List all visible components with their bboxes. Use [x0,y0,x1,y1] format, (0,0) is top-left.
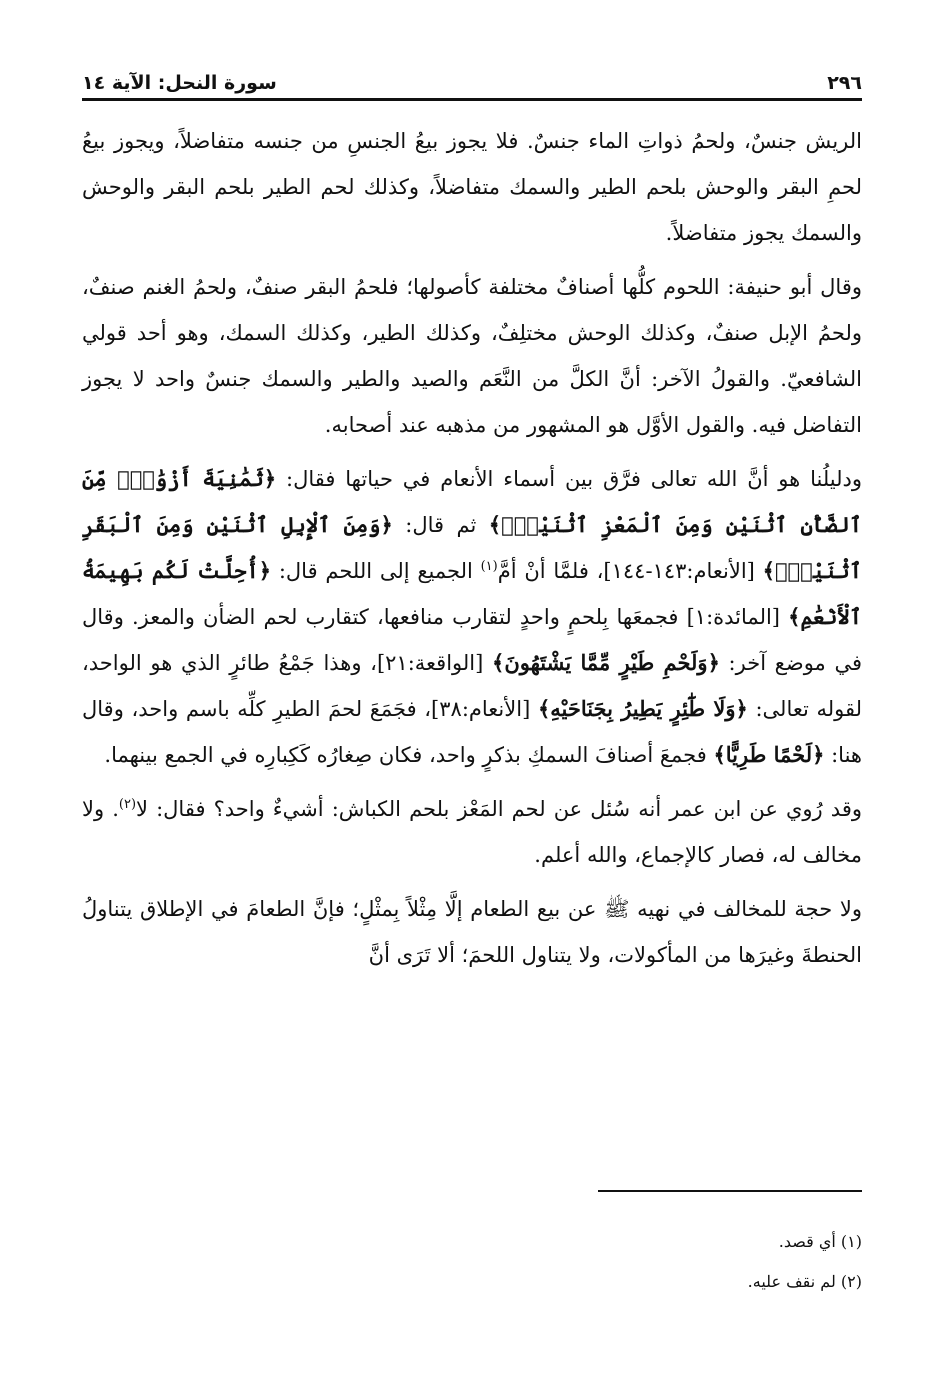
footnote-text: لم نقف عليه. [747,1272,836,1291]
quran-quote: ﴿أُحِلَّتْ لَكُم بَهِيمَةُ ٱلْأَنْعَٰمِ﴾ [82,558,862,629]
quran-quote: ﴿ثَمَٰنِيَةَ أَزْوَٰجٍۖ مِّنَ ٱلضَّأْنِ ٱثْنَيْنِ وَمِنَ ٱلْمَعْزِ ٱثْنَيْنِۗ﴾ [82,466,862,537]
footnote-number: (١) [840,1232,862,1251]
header-divider [82,98,862,101]
footnote-divider [598,1190,862,1192]
footnote-1 [82,1222,862,1262]
paragraph-4 [82,786,862,878]
paragraph-text: [المائدة:١] فجمعَها بِلحمٍ واحدٍ لتقارب منافعها، كتقارب لحم الضأن والمعز. وقال في موضع آخر: [82,605,862,675]
paragraph-3 [82,456,862,778]
quran-quote: ﴿لَحْمًا طَرِيًّا﴾ [713,742,825,767]
paragraph-text: [الأنعام:٣٨]، فجَمَعَ لحمَ الطيرِ كلِّه باسم واحد، وقال هنا: [82,697,862,767]
footnote-ref: (١) [480,559,498,574]
footnote-2 [82,1262,862,1302]
paragraph-text: ثم قال: [405,513,477,537]
paragraph-text: فجمعَ أصنافَ السمكِ بذكرٍ واحد، فكان صِغارُه كَكِبارِه في الجمع بينهما. [104,743,707,767]
paragraph-text: الجميع إلى اللحم قال: [278,559,473,583]
running-title: سورة النحل: الآية ١٤ [82,72,277,94]
footnotes [82,1222,862,1302]
paragraph-2: وقال أبو حنيفة: اللحوم كلُّها أصنافٌ مختلفة كأصولها؛ فلحمُ البقر صنفٌ، ولحمُ الغنم صنفٌ، ولحمُ الإبل صنفٌ، وكذلك الوحش مختلِفٌ، وكذلك الطير، وكذلك السمك، وهو أحد قولي الشافعيّ. والقولُ الآخر: أنَّ الكلَّ من النَّعَم والصيد والطير والسمك جنسٌ واحد لا يجوز التفاضل فيه. والقول الأوَّل هو المشهور من مذهبه عند أصحابه. [82,275,862,437]
footnote-ref: (٢) [118,797,137,812]
footnote-number: (٢) [840,1272,862,1291]
quran-quote: ﴿وَلَا طَٰٓئِرٍ يَطِيرُ بِجَنَاحَيْهِ﴾ [537,696,748,721]
quran-quote: ﴿وَلَحْمِ طَيْرٍ مِّمَّا يَشْتَهُونَ﴾ [492,650,720,675]
footnote-text: أي قصد. [778,1232,836,1251]
paragraph-text: [الأنعام:١٤٣-١٤٤]، فلمَّا أنْ أمَّ [497,559,755,583]
page-number: ٢٩٦ [827,72,862,94]
paragraph-text: . ولا مخالف له، فصار كالإجماع، والله أعلم. [82,797,862,867]
paragraph-1: الريش جنسٌ، ولحمُ ذواتِ الماء جنسٌ. فلا يجوز بيعُ الجنسِ من جنسه متفاضلاً، ويجوز بيعُ لحمِ البقر والوحش بلحم الطير والسمك متفاضلاً، وكذلك لحم الطير بلحم البقر والوحش والسمك يجوز متفاضلاً. [82,129,862,245]
quran-quote: ﴿وَمِنَ ٱلْإِبِلِ ٱثْنَيْنِ وَمِنَ ٱلْبَقَرِ ٱثْنَيْنِۗ﴾ [82,512,862,583]
main-text [82,118,862,986]
paragraph-text: [الواقعة:٢١]، وهذا جَمْعُ طائرٍ الذي هو الواحد، لقوله تعالى: [82,651,862,721]
page-header [82,60,862,94]
paragraph-5: ولا حجة للمخالف في نهيه ﷺ عن بيع الطعام إلَّا مِثْلاً بِمثْلٍ؛ فإنَّ الطعامَ في الإطلاق يتناولُ الحنطةَ وغيرَها من المأكولات، ولا يتناول اللحمَ؛ ألا تَرَى أنَّ [82,897,862,967]
paragraph-text: ودليلُنا هو أنَّ الله تعالى فرَّق بين أسماء الأنعام في حياتها فقال: [286,467,863,491]
paragraph-text: وقد رُوي عن ابن عمر أنه سُئل عن لحم المَعْز بلحم الكباش: أشيءٌ واحد؟ فقال: لا [136,797,862,821]
